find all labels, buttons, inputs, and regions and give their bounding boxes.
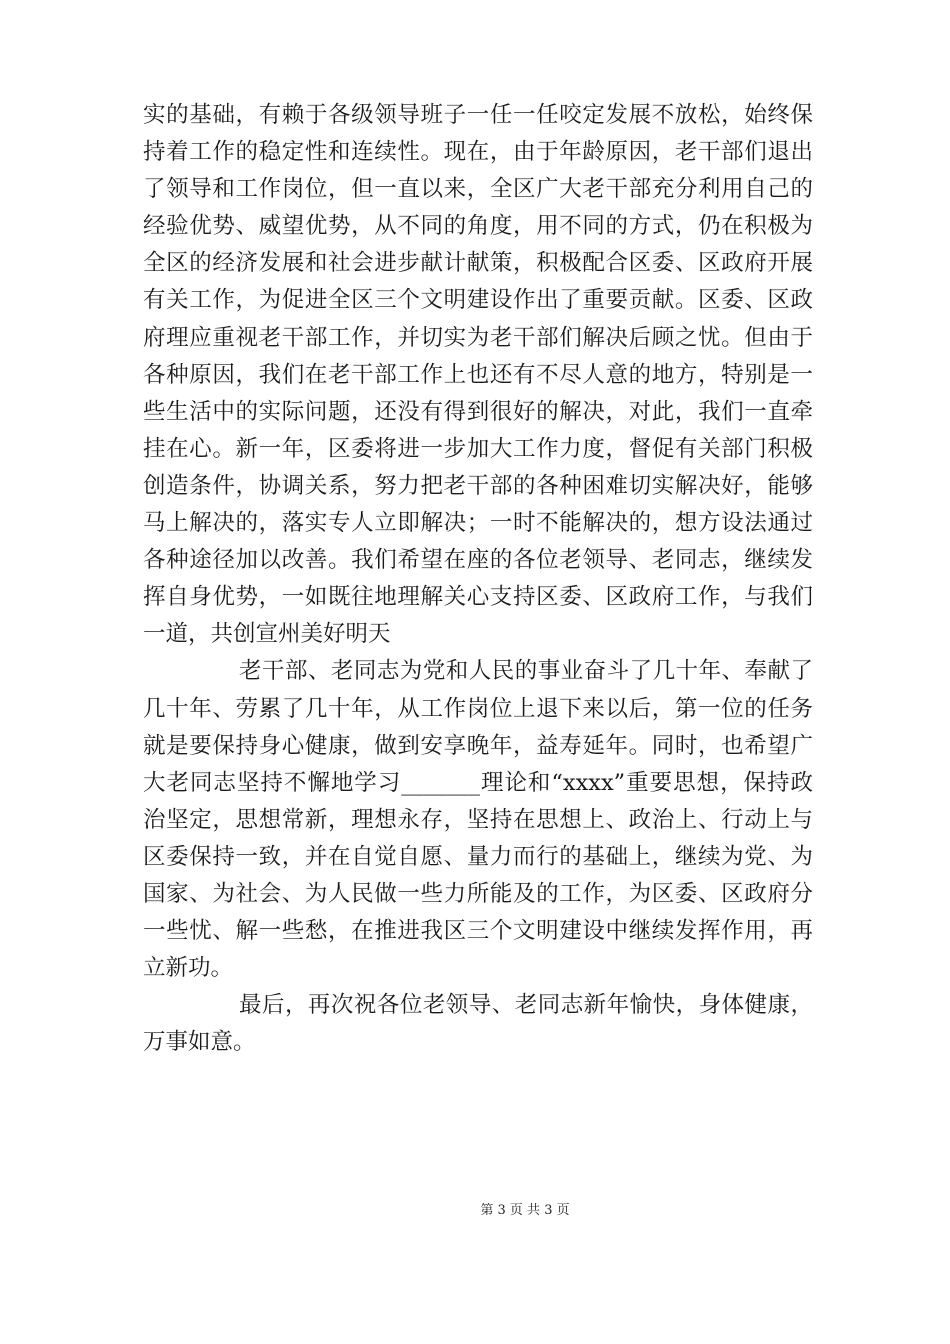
text-line: 挂在心。新一年，区委将进一步加大工作力度，督促有关部门积极 — [143, 435, 813, 462]
text-line: 立新功。 — [143, 955, 234, 982]
text-line: 一些忧、解一些愁，在推进我区三个文明建设中继续发挥作用，再 — [143, 918, 813, 945]
text-line: 有关工作，为促进全区三个文明建设作出了重要贡献。区委、区政 — [143, 287, 813, 314]
paragraph — [143, 653, 813, 987]
text-line: 府理应重视老干部工作，并切实为老干部们解决后顾之忧。但由于 — [143, 324, 813, 351]
text-line: 经验优势、威望优势，从不同的角度，用不同的方式，仍在积极为 — [143, 213, 813, 240]
text-line: 持着工作的稳定性和连续性。现在，由于年龄原因，老干部们退出 — [143, 139, 813, 166]
text-line: 治坚定，思想常新，理想永存，坚持在思想上、政治上、行动上与 — [143, 806, 813, 833]
page-number-label: 第 3 页 共 3 页 — [480, 1203, 570, 1218]
text-line: 就是要保持身心健康，做到安享晚年，益寿延年。同时，也希望广 — [143, 732, 813, 759]
text-line: 区委保持一致，并在自觉自愿、量力而行的基础上，继续为党、为 — [143, 843, 813, 870]
paragraph — [143, 97, 813, 653]
text-line: 实的基础，有赖于各级领导班子一任一任咬定发展不放松，始终保 — [143, 102, 813, 128]
paragraph — [143, 987, 813, 1061]
document-body — [143, 97, 813, 1061]
text-line: 各种原因，我们在老干部工作上也还有不尽人意的地方，特别是一 — [143, 361, 813, 388]
text-line: 最后，再次祝各位老领导、老同志新年愉快，身体健康， — [239, 992, 813, 1019]
text-line: 些生活中的实际问题，还没有得到很好的解决，对此，我们一直牵 — [143, 398, 813, 425]
text-line: 老干部、老同志为党和人民的事业奋斗了几十年、奉献了 — [239, 658, 813, 685]
text-line: 各种途径加以改善。我们希望在座的各位老领导、老同志，继续发 — [143, 547, 813, 574]
text-line: 挥自身优势，一如既往地理解关心支持区委、区政府工作，与我们 — [143, 584, 813, 611]
text-line: 一道，共创宣州美好明天 — [143, 621, 391, 648]
text-line: 马上解决的，落实专人立即解决；一时不能解决的，想方设法通过 — [143, 510, 813, 537]
text-line: 全区的经济发展和社会进步献计献策，积极配合区委、区政府开展 — [143, 250, 813, 277]
text-line: 创造条件，协调关系，努力把老干部的各种困难切实解决好，能够 — [143, 472, 813, 499]
text-line: 国家、为社会、为人民做一些力所能及的工作，为区委、区政府分 — [143, 880, 813, 907]
text-line: 大老同志坚持不懈地学习_______理论和“xxxx”重要思想，保持政 — [143, 769, 813, 796]
text-line: 万事如意。 — [143, 1029, 256, 1056]
page-footer — [0, 1202, 950, 1220]
text-line: 几十年、劳累了几十年，从工作岗位上退下来以后，第一位的任务 — [143, 695, 813, 722]
text-line: 了领导和工作岗位，但一直以来，全区广大老干部充分利用自己的 — [143, 176, 813, 203]
